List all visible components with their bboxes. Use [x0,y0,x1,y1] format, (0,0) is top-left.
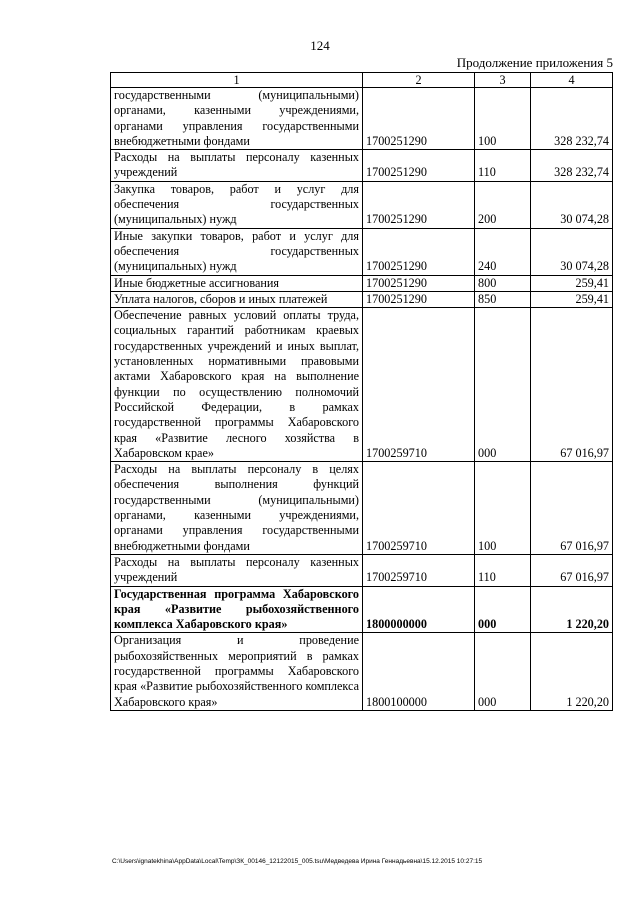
row-vr-cell: 000 [475,633,531,710]
header-cell-amount: 4 [531,73,613,88]
row-vr-cell: 110 [475,150,531,182]
row-vr-cell: 240 [475,228,531,275]
row-code-cell: 1700259710 [363,462,475,555]
row-vr-cell: 850 [475,291,531,307]
table-row [111,462,613,555]
row-name-cell: Расходы на выплаты персоналу казенных учреждений [111,150,363,182]
table-header-row [111,73,613,88]
header-cell-code: 2 [363,73,475,88]
row-amount-cell: 259,41 [531,275,613,291]
row-amount-cell: 67 016,97 [531,462,613,555]
header-cell-name: 1 [111,73,363,88]
table-row [111,291,613,307]
row-code-cell: 1800100000 [363,633,475,710]
row-vr-cell: 000 [475,586,531,633]
row-vr-cell: 100 [475,88,531,150]
row-amount-cell: 328 232,74 [531,88,613,150]
row-amount-cell: 67 016,97 [531,308,613,462]
row-amount-cell: 30 074,28 [531,181,613,228]
row-amount-cell: 67 016,97 [531,554,613,586]
row-amount-cell: 30 074,28 [531,228,613,275]
row-name-cell: Закупка товаров, работ и услуг для обеспечения государственных (муниципальных) нужд [111,181,363,228]
row-name-cell: государственными (муниципальными) органами, казенными учреждениями, органами управления государственными внебюджетными фондами [111,88,363,150]
table-row [111,633,613,710]
row-code-cell: 1700251290 [363,150,475,182]
row-vr-cell: 200 [475,181,531,228]
footer-file-path: C:\Users\ignatekhina\AppData\Local\Temp\ЗК_00146_12122015_005.tsu\Медведева Ирина Геннадьевна\15.12.2015 10:27:15 [112,858,483,865]
row-code-cell: 1700259710 [363,554,475,586]
row-name-cell: Расходы на выплаты персоналу казенных учреждений [111,554,363,586]
row-amount-cell: 1 220,20 [531,586,613,633]
row-code-cell: 1700251290 [363,275,475,291]
row-amount-cell: 259,41 [531,291,613,307]
row-code-cell: 1700259710 [363,308,475,462]
row-name-cell: Расходы на выплаты персоналу в целях обеспечения выполнения функций государственными (муниципальными) органами, казенными учреждениями, органами управления государственными внебюджетными фондами [111,462,363,555]
row-amount-cell: 328 232,74 [531,150,613,182]
table-row [111,554,613,586]
table-row [111,88,613,150]
row-vr-cell: 100 [475,462,531,555]
header-cell-vr: 3 [475,73,531,88]
row-code-cell: 1700251290 [363,88,475,150]
table-row [111,275,613,291]
row-name-cell: Иные закупки товаров, работ и услуг для обеспечения государственных (муниципальных) нужд [111,228,363,275]
table-row [111,586,613,633]
row-vr-cell: 110 [475,554,531,586]
row-name-cell: Организация и проведение рыбохозяйственных мероприятий в рамках государственной программы Хабаровского края «Развитие рыбохозяйственного комплекса Хабаровского края» [111,633,363,710]
table-row [111,228,613,275]
table-row [111,308,613,462]
row-vr-cell: 800 [475,275,531,291]
row-amount-cell: 1 220,20 [531,633,613,710]
budget-table [110,72,613,711]
page-number: 124 [310,38,330,53]
row-vr-cell: 000 [475,308,531,462]
row-name-cell: Государственная программа Хабаровского края «Развитие рыбохозяйственного комплекса Хабаровского края» [111,586,363,633]
row-code-cell: 1700251290 [363,291,475,307]
table-row [111,181,613,228]
table-row [111,150,613,182]
row-code-cell: 1800000000 [363,586,475,633]
row-name-cell: Иные бюджетные ассигнования [111,275,363,291]
row-name-cell: Уплата налогов, сборов и иных платежей [111,291,363,307]
row-code-cell: 1700251290 [363,181,475,228]
row-code-cell: 1700251290 [363,228,475,275]
appendix-continuation-label: Продолжение приложения 5 [456,55,613,70]
row-name-cell: Обеспечение равных условий оплаты труда, социальных гарантий работникам краевых государственных учреждений и иных выплат, установленных нормативными правовыми актами Хабаровского края на выполнение функции по осуществлению полномочий Российской Федерации, в рамках государственной программы Хабаровского края «Развитие лесного хозяйства в Хабаровском крае» [111,308,363,462]
